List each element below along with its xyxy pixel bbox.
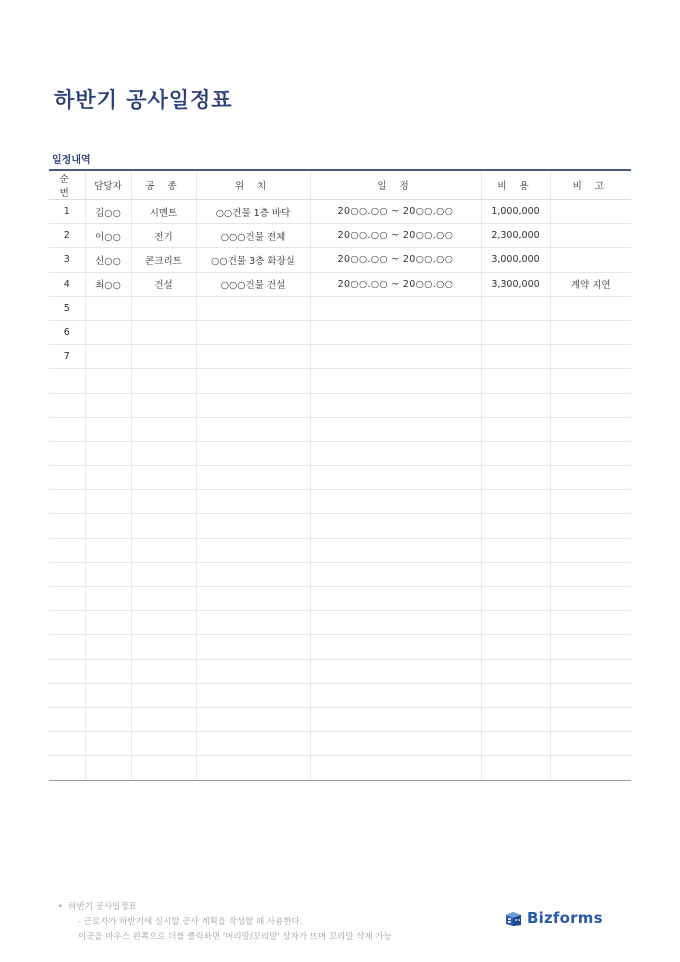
cell-schedule — [310, 320, 481, 344]
cell-location — [196, 707, 310, 731]
cell-no — [49, 466, 85, 490]
cell-no — [49, 538, 85, 562]
cell-no — [49, 611, 85, 635]
table-row — [49, 248, 631, 272]
cell-cost — [481, 417, 550, 441]
table-row — [49, 200, 631, 224]
cell-schedule: 20○○.○○ ~ 20○○.○○ — [310, 200, 481, 224]
footer-line-1 — [58, 900, 392, 915]
cell-no: 4 — [49, 272, 85, 296]
cell-no — [49, 562, 85, 586]
cell-no — [49, 441, 85, 465]
cell-work-type — [131, 707, 196, 731]
header-schedule: 일 정 — [310, 170, 481, 200]
cell-work-type — [131, 659, 196, 683]
cell-work-type — [131, 296, 196, 320]
cell-location — [196, 417, 310, 441]
table-row — [49, 707, 631, 731]
cell-cost — [481, 635, 550, 659]
cell-schedule: 20○○.○○ ~ 20○○.○○ — [310, 272, 481, 296]
brand-name: Bizforms — [527, 909, 603, 927]
cell-schedule — [310, 466, 481, 490]
cell-cost — [481, 490, 550, 514]
table-row — [49, 272, 631, 296]
cell-cost — [481, 514, 550, 538]
cell-remarks — [550, 587, 631, 611]
cell-work-type: 콘크리트 — [131, 248, 196, 272]
cell-work-type — [131, 562, 196, 586]
cell-manager — [85, 417, 131, 441]
cell-no — [49, 659, 85, 683]
table-row — [49, 296, 631, 320]
cell-cost — [481, 611, 550, 635]
cell-no — [49, 707, 85, 731]
cell-manager — [85, 659, 131, 683]
cell-cost — [481, 320, 550, 344]
cell-schedule — [310, 538, 481, 562]
table-row — [49, 562, 631, 586]
cell-schedule: 20○○.○○ ~ 20○○.○○ — [310, 224, 481, 248]
cell-work-type — [131, 538, 196, 562]
cell-remarks — [550, 393, 631, 417]
cell-work-type — [131, 683, 196, 707]
cell-cost: 3,300,000 — [481, 272, 550, 296]
cell-cost — [481, 441, 550, 465]
cell-schedule — [310, 659, 481, 683]
cell-remarks — [550, 514, 631, 538]
table-row — [49, 393, 631, 417]
table-row — [49, 224, 631, 248]
table-row — [49, 611, 631, 635]
cell-cost — [481, 659, 550, 683]
cell-manager: 이○○ — [85, 224, 131, 248]
cell-cost — [481, 562, 550, 586]
cell-schedule — [310, 441, 481, 465]
cell-remarks — [550, 369, 631, 393]
cell-remarks — [550, 296, 631, 320]
cell-no — [49, 417, 85, 441]
cell-schedule — [310, 732, 481, 756]
cell-location — [196, 538, 310, 562]
cell-work-type — [131, 345, 196, 369]
cell-work-type — [131, 732, 196, 756]
cell-location: ○○건물 1층 바닥 — [196, 200, 310, 224]
cell-work-type — [131, 417, 196, 441]
cell-remarks — [550, 490, 631, 514]
table-row — [49, 635, 631, 659]
cell-remarks — [550, 611, 631, 635]
cell-location — [196, 369, 310, 393]
cell-remarks — [550, 732, 631, 756]
cell-work-type: 전기 — [131, 224, 196, 248]
cell-schedule — [310, 490, 481, 514]
table-row — [49, 345, 631, 369]
cell-manager — [85, 707, 131, 731]
cell-cost — [481, 732, 550, 756]
cell-manager — [85, 514, 131, 538]
cell-remarks — [550, 200, 631, 224]
cell-manager — [85, 756, 131, 780]
cell-no — [49, 369, 85, 393]
cell-location — [196, 756, 310, 780]
cell-remarks — [550, 345, 631, 369]
table-row — [49, 320, 631, 344]
cell-location — [196, 514, 310, 538]
table-row — [49, 587, 631, 611]
cell-work-type — [131, 587, 196, 611]
cell-manager — [85, 732, 131, 756]
cell-no — [49, 756, 85, 780]
cell-remarks — [550, 466, 631, 490]
cell-location — [196, 320, 310, 344]
cell-remarks — [550, 683, 631, 707]
cell-remarks — [550, 538, 631, 562]
cell-schedule — [310, 417, 481, 441]
cell-cost — [481, 466, 550, 490]
table-row — [49, 441, 631, 465]
cell-work-type — [131, 490, 196, 514]
cell-schedule — [310, 683, 481, 707]
cell-no: 7 — [49, 345, 85, 369]
cell-remarks: 계약 지연 — [550, 272, 631, 296]
table-header-row — [49, 170, 631, 200]
cell-cost — [481, 756, 550, 780]
cell-cost — [481, 707, 550, 731]
cell-manager — [85, 466, 131, 490]
cell-schedule — [310, 369, 481, 393]
cell-work-type: 시멘트 — [131, 200, 196, 224]
cell-work-type: 건설 — [131, 272, 196, 296]
cell-remarks — [550, 756, 631, 780]
cell-location — [196, 732, 310, 756]
cell-remarks — [550, 635, 631, 659]
cell-manager — [85, 611, 131, 635]
cell-manager — [85, 320, 131, 344]
cell-cost — [481, 369, 550, 393]
cell-no — [49, 514, 85, 538]
cell-work-type — [131, 320, 196, 344]
cell-location: ○○건물 3층 화장실 — [196, 248, 310, 272]
header-work-type: 공 종 — [131, 170, 196, 200]
cell-schedule — [310, 393, 481, 417]
cell-manager — [85, 635, 131, 659]
cell-no — [49, 635, 85, 659]
table-row — [49, 659, 631, 683]
cell-no — [49, 587, 85, 611]
cell-schedule — [310, 562, 481, 586]
cell-remarks — [550, 659, 631, 683]
cell-location — [196, 345, 310, 369]
header-no: 순 번 — [49, 170, 85, 200]
cell-location — [196, 490, 310, 514]
cell-no: 2 — [49, 224, 85, 248]
cell-work-type — [131, 611, 196, 635]
cell-schedule — [310, 345, 481, 369]
header-location: 위 치 — [196, 170, 310, 200]
cell-cost: 2,300,000 — [481, 224, 550, 248]
cell-location: ○○○건물 전체 — [196, 224, 310, 248]
cell-manager: 김○○ — [85, 200, 131, 224]
cell-cost — [481, 538, 550, 562]
cell-manager — [85, 538, 131, 562]
cell-manager — [85, 393, 131, 417]
cell-manager — [85, 345, 131, 369]
table-row — [49, 732, 631, 756]
table-row — [49, 756, 631, 780]
cell-manager — [85, 490, 131, 514]
cell-schedule: 20○○.○○ ~ 20○○.○○ — [310, 248, 481, 272]
cell-work-type — [131, 441, 196, 465]
cell-work-type — [131, 635, 196, 659]
cell-manager — [85, 562, 131, 586]
page-title: 하반기 공사일정표 — [54, 88, 233, 112]
bullet: • — [58, 902, 64, 912]
cell-location — [196, 466, 310, 490]
cell-remarks — [550, 224, 631, 248]
cell-location — [196, 562, 310, 586]
cell-no — [49, 490, 85, 514]
section-label: 일정내역 — [52, 155, 91, 166]
cell-location: ○○○건물 건설 — [196, 272, 310, 296]
cell-no — [49, 732, 85, 756]
footer-title: 하반기 공사일정표 — [68, 902, 137, 912]
cell-manager — [85, 683, 131, 707]
cell-location — [196, 611, 310, 635]
cell-manager: 신○○ — [85, 248, 131, 272]
cell-location — [196, 296, 310, 320]
cell-cost: 3,000,000 — [481, 248, 550, 272]
cell-schedule — [310, 756, 481, 780]
brand-logo — [504, 909, 603, 927]
cell-remarks — [550, 441, 631, 465]
schedule-table — [49, 169, 631, 781]
cell-no: 3 — [49, 248, 85, 272]
header-remarks: 비 고 — [550, 170, 631, 200]
cell-cost — [481, 587, 550, 611]
table-row — [49, 369, 631, 393]
footer-note — [58, 900, 392, 945]
cell-location — [196, 393, 310, 417]
cell-no: 5 — [49, 296, 85, 320]
cell-work-type — [131, 369, 196, 393]
cell-schedule — [310, 707, 481, 731]
cell-remarks — [550, 248, 631, 272]
cell-work-type — [131, 393, 196, 417]
table-row — [49, 538, 631, 562]
cell-cost — [481, 393, 550, 417]
cell-schedule — [310, 514, 481, 538]
cell-manager: 최○○ — [85, 272, 131, 296]
cell-location — [196, 441, 310, 465]
footer-line-2: - 근로자가 하반기에 실시할 공사 계획을 작성할 때 사용한다. — [78, 917, 303, 927]
header-cost: 비 용 — [481, 170, 550, 200]
cell-location — [196, 635, 310, 659]
cell-schedule — [310, 611, 481, 635]
cell-cost: 1,000,000 — [481, 200, 550, 224]
cell-location — [196, 683, 310, 707]
cell-no — [49, 393, 85, 417]
cell-no: 1 — [49, 200, 85, 224]
cell-remarks — [550, 562, 631, 586]
cell-remarks — [550, 320, 631, 344]
cell-manager — [85, 296, 131, 320]
table-row — [49, 466, 631, 490]
cell-remarks — [550, 707, 631, 731]
cell-no — [49, 683, 85, 707]
cell-schedule — [310, 587, 481, 611]
cell-cost — [481, 345, 550, 369]
header-manager: 담당자 — [85, 170, 131, 200]
cell-location — [196, 659, 310, 683]
table-row — [49, 417, 631, 441]
cell-schedule — [310, 635, 481, 659]
footer-line-3: 이곳을 마우스 왼쪽으로 더블 클릭하면 '머리말/꼬리말' 상자가 뜨며 꼬리말 삭제 가능 — [78, 932, 392, 942]
table-row — [49, 514, 631, 538]
cell-cost — [481, 683, 550, 707]
cell-schedule — [310, 296, 481, 320]
table-row — [49, 683, 631, 707]
cell-work-type — [131, 514, 196, 538]
cell-work-type — [131, 756, 196, 780]
cell-manager — [85, 587, 131, 611]
cell-no: 6 — [49, 320, 85, 344]
cell-manager — [85, 441, 131, 465]
cell-cost — [481, 296, 550, 320]
cell-manager — [85, 369, 131, 393]
cell-location — [196, 587, 310, 611]
table-row — [49, 490, 631, 514]
cell-work-type — [131, 466, 196, 490]
cell-remarks — [550, 417, 631, 441]
bizforms-logo-icon — [504, 909, 523, 927]
